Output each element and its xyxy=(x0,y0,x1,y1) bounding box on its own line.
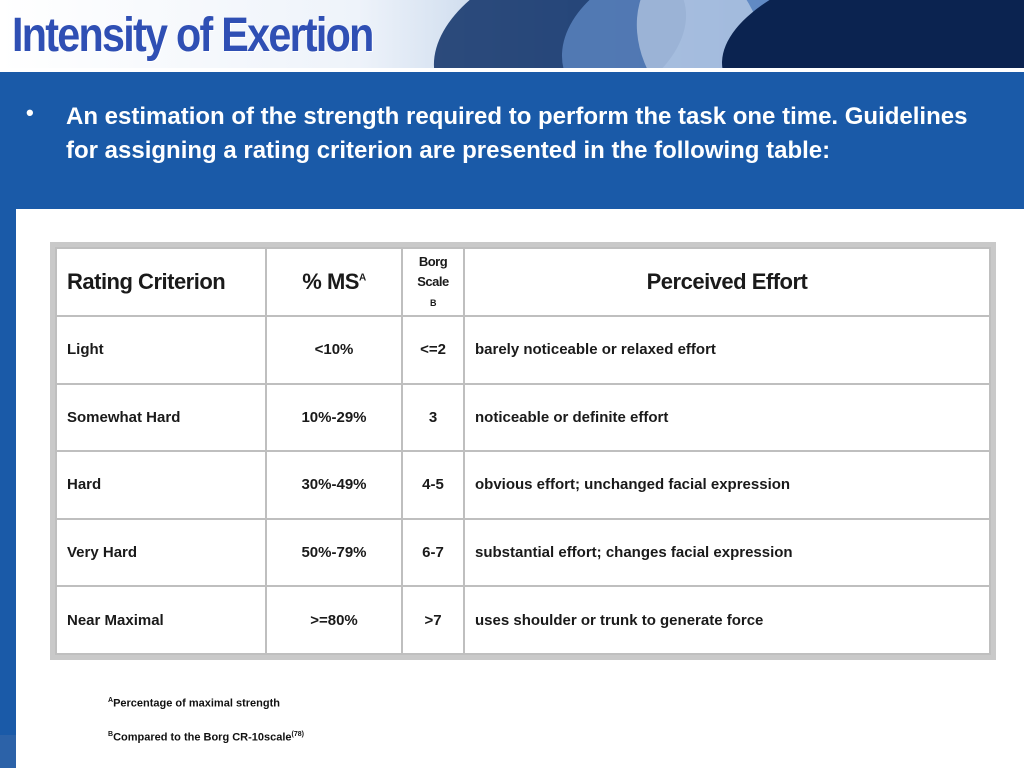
exertion-table-frame xyxy=(50,242,996,660)
exertion-table xyxy=(55,247,991,655)
cell-borg-scale: <=2 xyxy=(402,316,464,384)
table-row xyxy=(56,316,990,384)
cell-borg-scale: >7 xyxy=(402,586,464,654)
table-row xyxy=(56,384,990,452)
cell-rating-criterion: Very Hard xyxy=(56,519,266,587)
slide-title: Intensity of Exertion xyxy=(12,9,373,62)
footnote-a: $^A$Percentage of maximal strength xyxy=(108,697,280,710)
header-divider xyxy=(0,68,1024,72)
cell-rating-criterion: Near Maximal xyxy=(56,586,266,654)
cell-percent-ms: 50%-79% xyxy=(266,519,402,587)
slide-header xyxy=(0,0,1024,72)
header-perceived-effort: Perceived Effort xyxy=(464,248,990,316)
decorative-strip xyxy=(0,735,16,768)
cell-perceived-effort: obvious effort; unchanged facial expression xyxy=(464,451,990,519)
cell-borg-scale: 6-7 xyxy=(402,519,464,587)
header-rating-criterion: Rating Criterion xyxy=(56,248,266,316)
cell-rating-criterion: Light xyxy=(56,316,266,384)
bullet-text: An estimation of the strength required to perform the task one time. Guidelines for assigning a rating criterion are presented in the following table: xyxy=(66,103,968,164)
cell-rating-criterion: Somewhat Hard xyxy=(56,384,266,452)
cell-borg-scale: 4-5 xyxy=(402,451,464,519)
footnotes xyxy=(108,697,304,764)
table-row xyxy=(56,586,990,654)
header-percent-ms: % $MS^A$ xyxy=(266,248,402,316)
cell-percent-ms: >=80% xyxy=(266,586,402,654)
cell-borg-scale: 3 xyxy=(402,384,464,452)
table-header-row xyxy=(56,248,990,316)
footnote-b: $^B$Compared to the Borg CR-10scale$^{(78)}$ xyxy=(108,730,304,744)
bullet-marker: • xyxy=(26,100,34,125)
content-panel xyxy=(16,209,1024,768)
cell-rating-criterion: Hard xyxy=(56,451,266,519)
header-swoosh xyxy=(709,0,1024,72)
header-borg-scale: Borg Scale B xyxy=(402,248,464,316)
cell-percent-ms: <10% xyxy=(266,316,402,384)
cell-perceived-effort: noticeable or definite effort xyxy=(464,384,990,452)
table-row xyxy=(56,451,990,519)
cell-percent-ms: 30%-49% xyxy=(266,451,402,519)
cell-percent-ms: 10%-29% xyxy=(266,384,402,452)
cell-perceived-effort: substantial effort; changes facial expression xyxy=(464,519,990,587)
table-row xyxy=(56,519,990,587)
cell-perceived-effort: uses shoulder or trunk to generate force xyxy=(464,586,990,654)
cell-perceived-effort: barely noticeable or relaxed effort xyxy=(464,316,990,384)
